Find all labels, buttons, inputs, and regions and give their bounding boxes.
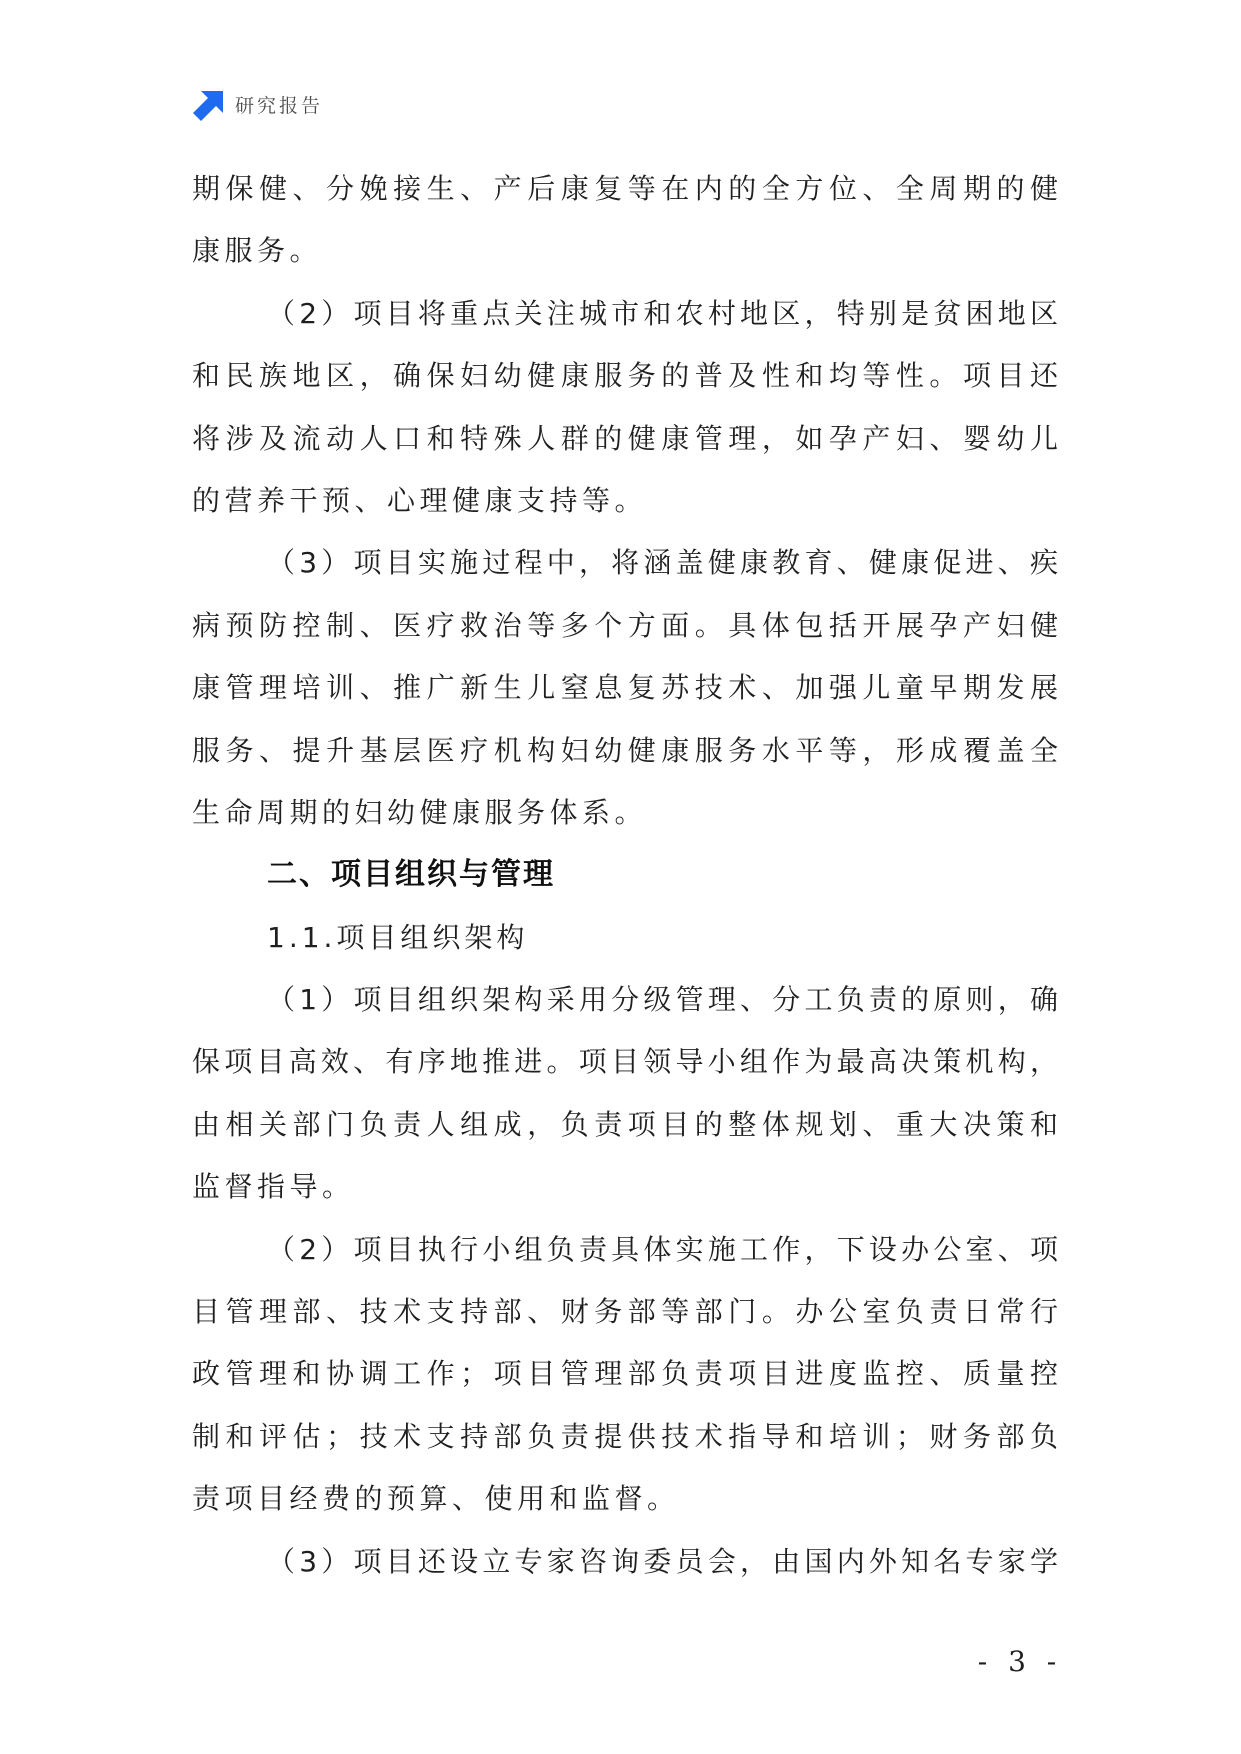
text-line: （2）项目将重点关注城市和农村地区，特别是贫困地区 <box>267 296 1060 330</box>
text-line: 目管理部、技术支持部、财务部等部门。办公室负责日常行 <box>192 1295 1060 1329</box>
paragraph-org-item-3 <box>192 1531 1060 1593</box>
paragraph-item-3 <box>192 532 1060 844</box>
paragraph-org-item-1 <box>192 969 1060 1219</box>
text-line: 生命周期的妇幼健康服务体系。 <box>192 795 648 829</box>
text-line: 病预防控制、医疗救治等多个方面。具体包括开展孕产妇健 <box>192 608 1060 642</box>
text-line: 将涉及流动人口和特殊人群的健康管理，如孕产妇、婴幼儿 <box>192 421 1060 455</box>
report-header-title: 研究报告 <box>235 95 324 117</box>
text-line: 和民族地区，确保妇幼健康服务的普及性和均等性。项目还 <box>192 359 1060 393</box>
text-line: 服务、提升基层医疗机构妇幼健康服务水平等，形成覆盖全 <box>192 733 1060 767</box>
text-line: 康管理培训、推广新生儿窒息复苏技术、加强儿童早期发展 <box>192 671 1060 705</box>
arrow-up-right-logo-icon <box>192 90 224 122</box>
text-line: 责项目经费的预算、使用和监督。 <box>192 1482 680 1516</box>
text-line: 制和评估；技术支持部负责提供技术指导和培训；财务部负 <box>192 1419 1060 1453</box>
text-line: （3）项目还设立专家咨询委员会，由国内外知名专家学 <box>267 1544 1060 1578</box>
text-line: （2）项目执行小组负责具体实施工作，下设办公室、项 <box>267 1232 1060 1266</box>
subsection-heading: 1.1.项目组织架构 <box>267 920 529 954</box>
text-line: 政管理和协调工作；项目管理部负责项目进度监控、质量控 <box>192 1357 1060 1391</box>
paragraph-continuation <box>192 158 1060 283</box>
paragraph-org-item-2 <box>192 1219 1060 1531</box>
page-number: - 3 - <box>977 1645 1063 1678</box>
text-line: 期保健、分娩接生、产后康复等在内的全方位、全周期的健 <box>192 172 1060 205</box>
logo-arrow-shape <box>193 91 223 121</box>
section-heading: 二、项目组织与管理 <box>267 857 555 893</box>
text-line: 监督指导。 <box>192 1170 355 1204</box>
text-line: 保项目高效、有序地推进。项目领导小组作为最高决策机构， <box>192 1045 1060 1079</box>
text-line: 由相关部门负责人组成，负责项目的整体规划、重大决策和 <box>192 1107 1060 1141</box>
paragraph-item-2 <box>192 283 1060 533</box>
text-line: 康服务。 <box>192 234 323 268</box>
text-line: （1）项目组织架构采用分级管理、分工负责的原则，确 <box>267 983 1060 1017</box>
text-line: （3）项目实施过程中，将涵盖健康教育、健康促进、疾 <box>267 546 1060 580</box>
document-body <box>192 158 1060 1593</box>
text-line: 的营养干预、心理健康支持等。 <box>192 483 648 517</box>
